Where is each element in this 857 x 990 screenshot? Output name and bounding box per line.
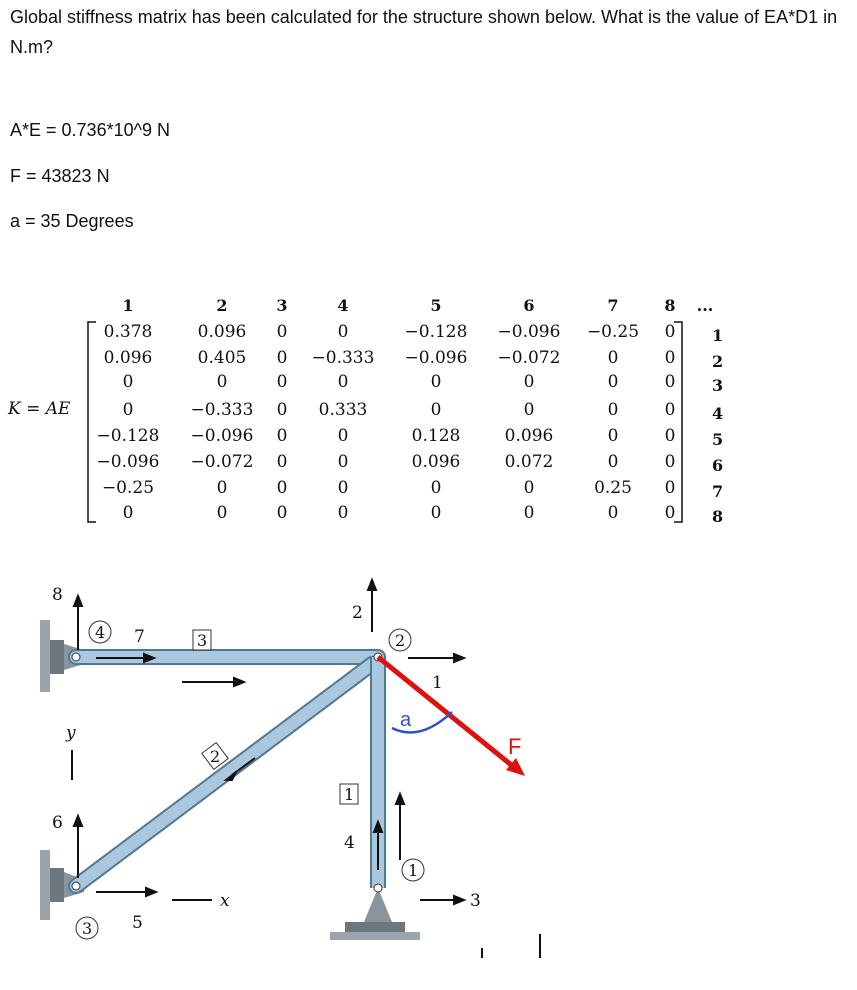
dof-label-3: 3 — [470, 891, 481, 911]
matrix-cell: −0.333 — [190, 400, 254, 420]
matrix-cell: 0 — [276, 426, 288, 446]
matrix-col-header: 2 — [216, 296, 228, 315]
matrix-cell: 0 — [430, 400, 442, 420]
member-label-1: 1 — [344, 785, 355, 804]
matrix-cell: 0 — [276, 372, 288, 392]
matrix-cell: −0.128 — [96, 426, 160, 446]
node-label-4: 4 — [95, 623, 106, 642]
matrix-col-header: 4 — [337, 296, 349, 315]
given-force: F = 43823 N — [10, 166, 110, 186]
given-ae: A*E = 0.736*10^9 N — [10, 120, 171, 140]
matrix-cell: 0.128 — [411, 426, 461, 446]
matrix-cell: −0.25 — [101, 478, 155, 498]
matrix-cell: 0 — [276, 503, 288, 523]
matrix-row-header: 7 — [712, 482, 724, 501]
matrix-cell: 0 — [523, 503, 535, 523]
matrix-row-header: 8 — [712, 507, 724, 526]
matrix-cell: 0 — [337, 426, 349, 446]
dof-label-7: 7 — [134, 627, 145, 647]
node-label-1: 1 — [408, 861, 419, 880]
matrix-cell: −0.25 — [586, 322, 640, 342]
given-angle: a = 35 Degrees — [10, 211, 134, 231]
dof-label-1: 1 — [432, 673, 443, 693]
matrix-cell: 0.096 — [504, 426, 554, 446]
matrix-cell: 0.378 — [103, 322, 153, 342]
matrix-cell: 0 — [276, 452, 288, 472]
matrix-row-header: 1 — [712, 326, 724, 345]
matrix-cell: 0 — [122, 400, 134, 420]
dof-label-6: 6 — [52, 813, 63, 833]
matrix-cell: 0 — [664, 503, 676, 523]
matrix-cell: 0 — [607, 452, 619, 472]
matrix-cell: 0 — [664, 400, 676, 420]
dof-label-2: 2 — [352, 603, 363, 623]
matrix-cell: 0 — [216, 372, 228, 392]
matrix-cell: 0.405 — [197, 348, 247, 368]
matrix-col-header: ... — [696, 296, 714, 315]
node-label-2: 2 — [395, 631, 406, 650]
matrix-cell: −0.096 — [497, 322, 561, 342]
matrix-cell: 0 — [430, 478, 442, 498]
bottom-pin-support — [330, 888, 420, 940]
matrix-cell: 0 — [216, 478, 228, 498]
matrix-col-header: 1 — [122, 296, 134, 315]
dof-label-5: 5 — [132, 913, 143, 933]
force-label: F — [508, 734, 522, 759]
matrix-cell: −0.096 — [190, 426, 254, 446]
matrix-cell: 0 — [523, 400, 535, 420]
matrix-cell: 0 — [276, 322, 288, 342]
matrix-row-header: 5 — [712, 430, 724, 449]
matrix-cell: 0 — [607, 503, 619, 523]
node-label-3: 3 — [82, 919, 93, 938]
matrix-row-header: 4 — [712, 404, 724, 423]
matrix-cell: 0 — [337, 372, 349, 392]
matrix-cell: 0 — [607, 400, 619, 420]
matrix-cell: 0 — [664, 452, 676, 472]
matrix-cell: 0.096 — [411, 452, 461, 472]
matrix-cell: 0 — [664, 322, 676, 342]
matrix-cell: 0 — [216, 503, 228, 523]
matrix-cell: −0.096 — [96, 452, 160, 472]
matrix-cell: 0 — [664, 478, 676, 498]
matrix-cell: 0 — [337, 503, 349, 523]
matrix-cell: 0 — [607, 348, 619, 368]
matrix-cell: −0.128 — [404, 322, 468, 342]
matrix-cell: 0 — [337, 478, 349, 498]
matrix-col-header: 7 — [607, 296, 619, 315]
matrix-row-header: 3 — [712, 376, 724, 395]
angle-label: a — [400, 709, 412, 731]
matrix-cell: 0 — [430, 372, 442, 392]
matrix-cell: 0 — [122, 372, 134, 392]
matrix-cell: 0 — [607, 372, 619, 392]
matrix-row-header: 2 — [712, 352, 724, 371]
dof-label-8: 8 — [52, 585, 63, 605]
matrix-cell: 0.333 — [318, 400, 368, 420]
question-text: Global stiffness matrix has been calculated for the structure shown below. What is the value of EA*D1 in N.m? — [10, 7, 838, 57]
dof-label-4: 4 — [344, 833, 355, 853]
matrix-col-header: 5 — [430, 296, 442, 315]
matrix-cell: 0 — [122, 503, 134, 523]
matrix-row-header: 6 — [712, 456, 724, 475]
matrix-cell: 0.096 — [103, 348, 153, 368]
matrix-cell: 0.096 — [197, 322, 247, 342]
matrix-cell: 0 — [523, 372, 535, 392]
matrix-cell: −0.072 — [190, 452, 254, 472]
matrix-cell: 0.25 — [594, 478, 632, 498]
matrix-cell: 0 — [430, 503, 442, 523]
matrix-cell: −0.072 — [497, 348, 561, 368]
force-arrow — [378, 657, 515, 768]
matrix-label: K = AE — [8, 399, 71, 419]
matrix-col-header: 3 — [276, 296, 288, 315]
matrix-cell: 0 — [276, 478, 288, 498]
matrix-cell: 0 — [664, 372, 676, 392]
matrix-cell: 0 — [664, 426, 676, 446]
matrix-cell: 0 — [607, 426, 619, 446]
matrix-col-header: 6 — [523, 296, 535, 315]
matrix-cell: 0.072 — [504, 452, 554, 472]
matrix-cell: 0 — [664, 348, 676, 368]
matrix-cell: −0.333 — [311, 348, 375, 368]
member-label-2: 2 — [210, 747, 221, 766]
axis-y-label: y — [66, 723, 76, 743]
matrix-cell: 0 — [337, 452, 349, 472]
matrix-cell: −0.096 — [404, 348, 468, 368]
matrix-cell: 0 — [523, 478, 535, 498]
matrix-cell: 0 — [276, 400, 288, 420]
matrix-cell: 0 — [276, 348, 288, 368]
structure-figure — [0, 570, 560, 970]
matrix-cell: 0 — [337, 322, 349, 342]
axis-x-label: x — [220, 891, 230, 911]
matrix-col-header: 8 — [664, 296, 676, 315]
stiffness-matrix — [0, 290, 857, 530]
member-label-3: 3 — [197, 631, 208, 650]
